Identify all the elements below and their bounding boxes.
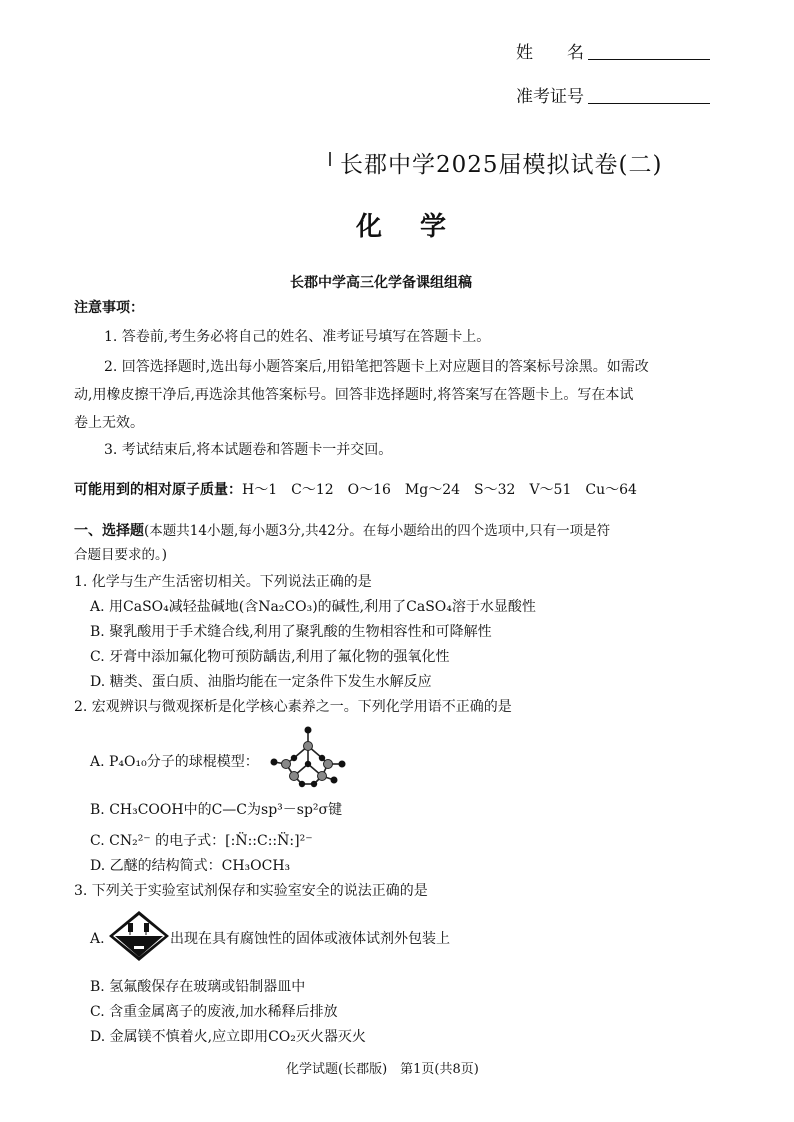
notice-item: 2. 回答选择题时,选出每小题答案后,用铅笔把答题卡上对应题目的答案标号涂黑。如需改 — [104, 359, 649, 375]
notice-item: 卷上无效。 — [74, 415, 144, 431]
notice-item: 动,用橡皮擦干净后,再选涂其他答案标号。回答非选择题时,将答案写在答题卡上。写在本试 — [74, 387, 634, 403]
section-title: 一、选择题 — [74, 523, 144, 539]
id-underline — [588, 89, 710, 104]
page-footer: 化学试题(长郡版) 第1页(共8页) — [286, 1062, 479, 1077]
question-stem: 1. 化学与生产生活密切相关。下列说法正确的是 — [74, 574, 372, 590]
notice-title: 注意事项： — [74, 300, 144, 316]
corrosive-hazard-icon — [108, 910, 170, 962]
p4o10-ball-stick-model — [264, 720, 352, 792]
option-a: A. 用CaSO₄减轻盐碱地(含Na₂CO₃)的碱性,利用了CaSO₄溶于水显酸性 — [90, 599, 536, 615]
subject-title: 化 学 — [356, 212, 453, 242]
option-a: A. P₄O₁₀分子的球棍模型： — [90, 754, 259, 770]
scan-mark — [329, 152, 331, 166]
section-heading — [74, 521, 610, 541]
option-b: B. 氢氟酸保存在玻璃或铅制器皿中 — [90, 979, 306, 995]
question-stem: 2. 宏观辨识与微观探析是化学核心素养之一。下列化学用语不正确的是 — [74, 699, 512, 715]
option-c: C. CN₂²⁻ 的电子式：[:N̈::C::N̈:]²⁻ — [90, 833, 313, 849]
option-b: B. 聚乳酸用于手术缝合线,利用了聚乳酸的生物相容性和可降解性 — [90, 624, 492, 640]
name-label: 姓 名 — [516, 43, 584, 63]
option-a-text: 出现在具有腐蚀性的固体或液体试剂外包装上 — [170, 931, 450, 947]
name-underline — [588, 45, 710, 60]
option-c: C. 含重金属离子的废液,加水稀释后排放 — [90, 1004, 338, 1020]
atomic-mass-values: H～1 C～12 O～16 Mg～24 S～32 V～51 Cu～64 — [242, 482, 637, 498]
option-c: C. 牙膏中添加氟化物可预防龋齿,利用了氟化物的强氧化性 — [90, 649, 450, 665]
option-a-prefix: A. — [90, 931, 105, 947]
exam-title: 长郡中学2025届模拟试卷(二) — [340, 152, 663, 178]
question-stem: 3. 下列关于实验室试剂保存和实验室安全的说法正确的是 — [74, 883, 428, 899]
option-d: D. 乙醚的结构简式：CH₃OCH₃ — [90, 858, 291, 874]
option-a — [90, 929, 105, 949]
atomic-mass-line — [74, 480, 637, 500]
compiler-line: 长郡中学高三化学备课组组稿 — [290, 275, 472, 291]
name-field — [516, 38, 710, 63]
notice-item: 1. 答卷前,考生务必将自己的姓名、准考证号填写在答题卡上。 — [104, 329, 491, 345]
id-field — [516, 82, 710, 107]
atomic-mass-label: 可能用到的相对原子质量： — [74, 482, 242, 498]
option-d: D. 金属镁不慎着火,应立即用CO₂灭火器灭火 — [90, 1029, 366, 1045]
section-desc-cont: 合题目要求的。) — [74, 547, 168, 563]
notice-item: 3. 考试结束后,将本试题卷和答题卡一并交回。 — [104, 442, 393, 458]
section-desc: (本题共14小题,每小题3分,共42分。在每小题给出的四个选项中,只有一项是符 — [144, 523, 611, 539]
option-b: B. CH₃COOH中的C—C为sp³－sp²σ键 — [90, 802, 343, 818]
option-d: D. 糖类、蛋白质、油脂均能在一定条件下发生水解反应 — [90, 674, 432, 690]
id-label: 准考证号 — [516, 87, 584, 107]
